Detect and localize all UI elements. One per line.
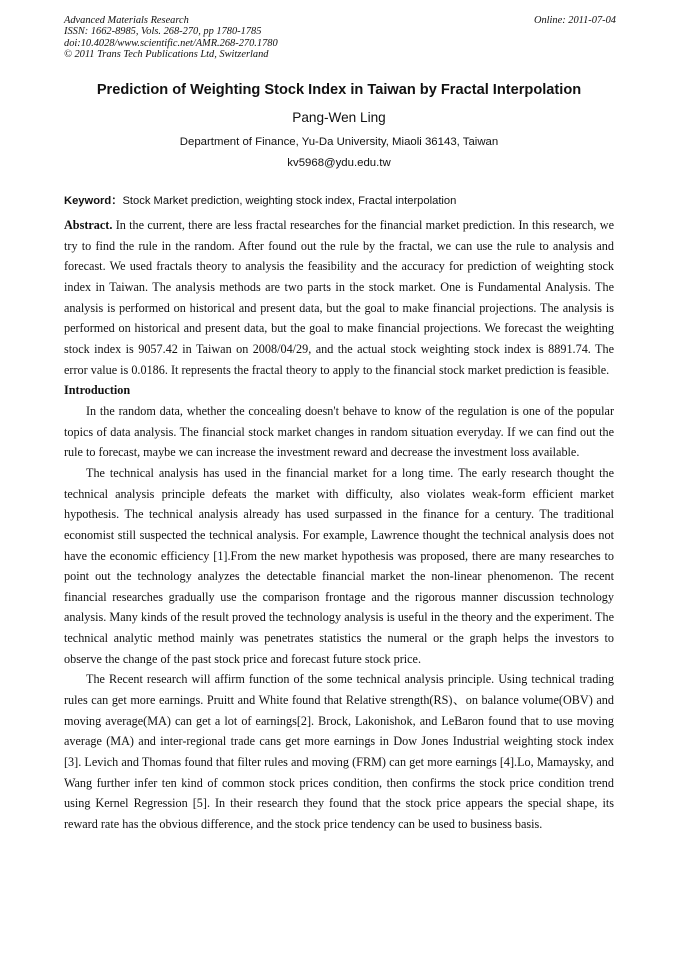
issn-line: ISSN: 1662-8985, Vols. 268-270, pp 1780-1785 [64,26,262,38]
doi-line: doi:10.4028/www.scientific.net/AMR.268-270.1780 [64,37,278,49]
author-name: Pang-Wen Ling [292,110,386,125]
keywords-line [64,192,616,208]
online-date: Online: 2011-07-04 [533,15,616,26]
introduction-heading: Introduction [64,383,131,398]
abstract-text: In the current, there are less fractal researches for the financial market prediction. In this research, we try to find the rule in the random. After found out the rule by the fractal, we can use the rule to analysis and forecast. We used fractals theory to analysis the feasibility and the accuracy for prediction of weighting stock index in Taiwan. The analysis methods are two parts in the stock market. One is Fundamental Analysis. The analysis is performed on historical and present data, but the goal to make financial projections. The analysis is performed on historical and present data, but the goal to make financial projections. We forecast the weighting stock index is 9057.42 in Taiwan on 2008/04/29, and the actual stock weighting stock index is 8891.74. The error value is 0.0186. It represents the fractal theory to apply to the financial stock market prediction is feasible. [64,218,614,377]
copyright-line: © 2011 Trans Tech Publications Ltd, Switzerland [64,49,269,61]
intro-paragraph-1: In the random data, whether the concealing doesn't behave to know of the regulation is one of the popular topics of data analysis. The financial stock market changes in random situation everyday. If we can find out the rule to forecast, maybe we can increase the investment reward and decrease the investment loss available. [64,403,614,460]
author-affiliation: Department of Finance, Yu-Da University, Miaoli 36143, Taiwan [179,136,499,148]
paper-body [64,215,614,835]
abstract-label: Abstract. [64,218,113,232]
journal-header [64,15,616,61]
journal-name: Advanced Materials Research [64,15,189,26]
keywords-text: Stock Market prediction, weighting stock index, Fractal interpolation [122,195,457,207]
keywords-label: Keyword： [64,195,123,207]
paper-title: Prediction of Weighting Stock Index in Taiwan by Fractal Interpolation [96,82,582,98]
abstract-paragraph [64,215,614,380]
intro-paragraph-2: The technical analysis has used in the financial market for a long time. The early research thought the technical analysis principle defeats the market with difficulty, also violates weak-form efficient market hypothesis. The technical analysis already has used surpassed in the finance for a century. The traditional economist still suspected the technical analysis. For example, Lawrence thought the technical analysis does not have the economic efficiency [1].From the new market hypothesis was proposed, there are many researches to point out the technology analyzes the detectable financial market the non-linear phenomenon. The recent financial researches gradually use the comparison frontage and the rigorous manner discussion technology analysis. Many kinds of the result proved the technology analysis is useful in the theory and the experiment. The technical analytic method mainly was penetrates statistics the numeral or the graph helps the investors to observe the change of the past stock price and forecast future stock price. [64,465,614,666]
author-email: kv5968@ydu.edu.tw [287,157,391,169]
intro-paragraph-3: The Recent research will affirm function of the some technical analysis principle. Using technical trading rules can get more earnings. Pruitt and White found that Relative strength(RS)、on balance volume(OBV) and moving average(MA) can get a lot of earnings[2]. Brock, Lakonishok, and LeBaron found that to use moving average (MA) and inter-regional trade cans get more earnings in Dow Jones Industrial weighting stock index [3]. Levich and Thomas found that filter rules and moving (FRM) can get more earnings [4].Lo, Mamaysky, and Wang further infer ten kind of common stock prices condition, then confirms the stock price condition trend using Kernel Regression [5]. In their research they found that the stock price appears the special shape, its reward rate has the obvious difference, and the stock price tendency can be used to business basis. [64,672,614,832]
